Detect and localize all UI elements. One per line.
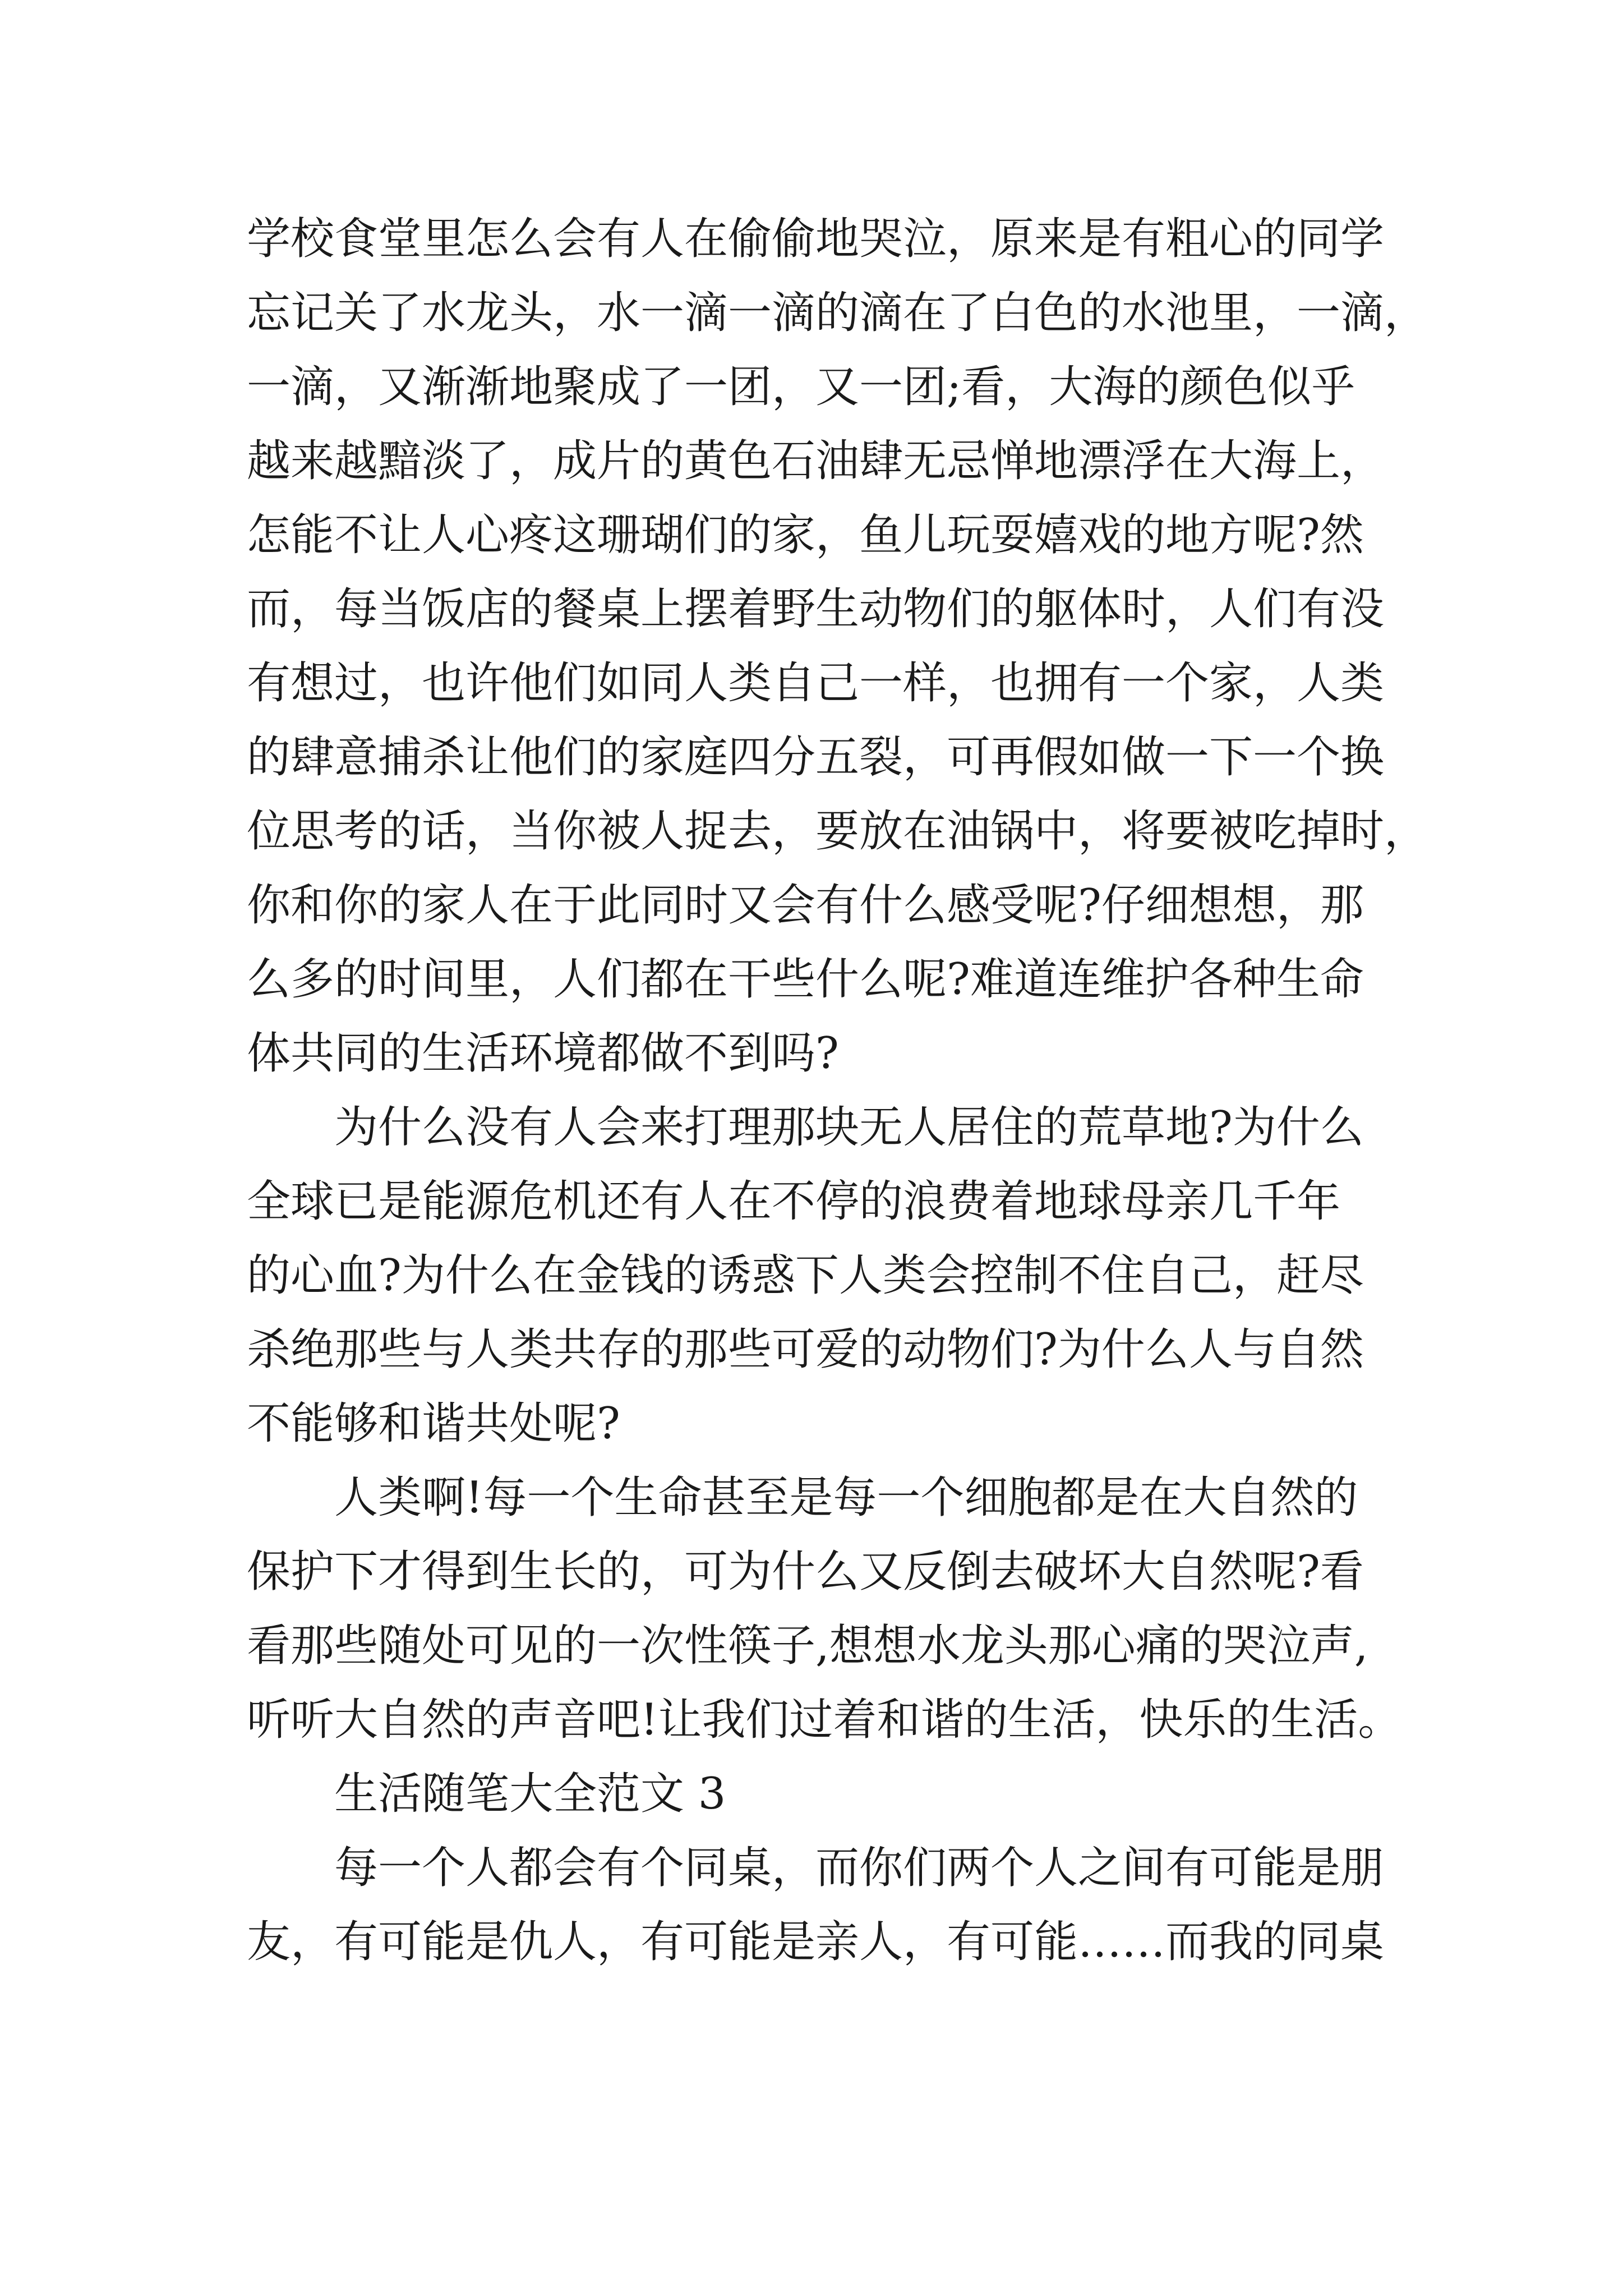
text-line: 杀绝那些与人类共存的那些可爱的动物们?为什么人与自然	[247, 1324, 1364, 1375]
text-line: 怎能不让人心疼这珊瑚们的家，鱼儿玩耍嬉戏的地方呢?然	[247, 510, 1364, 560]
text-line: 学校食堂里怎么会有人在偷偷地哭泣，原来是有粗心的同学	[247, 214, 1385, 264]
text-line: 为什么没有人会来打理那块无人居住的荒草地?为什么	[334, 1102, 1364, 1153]
text-line: 越来越黯淡了，成片的黄色石油肆无忌惮地漂浮在大海上，	[247, 436, 1385, 486]
text-line: 忘记关了水龙头，水一滴一滴的滴在了白色的水池里，一滴，	[247, 288, 1428, 338]
document-body	[247, 202, 1428, 1979]
paragraph-2	[247, 1091, 1382, 1461]
text-line: 听听大自然的声音吧!让我们过着和谐的生活，快乐的生活。	[247, 1695, 1402, 1745]
text-line: 全球已是能源危机还有人在不停的浪费着地球母亲几千年	[247, 1176, 1341, 1227]
text-line: 的心血?为什么在金钱的诱惑下人类会控制不住自己，赶尽	[247, 1250, 1364, 1301]
text-line: 而，每当饭店的餐桌上摆着野生动物们的躯体时，人们有没	[247, 584, 1385, 634]
text-line: 的肆意捕杀让他们的家庭四分五裂，可再假如做一下一个换	[247, 732, 1385, 783]
section-heading	[247, 1757, 1382, 1831]
text-line: 位思考的话，当你被人捉去，要放在油锅中，将要被吃掉时，	[247, 806, 1428, 857]
text-line: 一滴，又渐渐地聚成了一团，又一团;看，大海的颜色似乎	[247, 362, 1355, 412]
text-line: 不能够和谐共处呢?	[247, 1398, 620, 1449]
paragraph-3	[247, 1461, 1402, 1757]
paragraph-4	[247, 1831, 1385, 1979]
paragraph-1	[247, 202, 1428, 1091]
text-line: 每一个人都会有个同桌，而你们两个人之间有可能是朋	[334, 1843, 1385, 1893]
text-line: 体共同的生活环境都做不到吗?	[247, 1028, 839, 1079]
text-line: 保护下才得到生长的，可为什么又反倒去破坏大自然呢?看	[247, 1547, 1364, 1597]
heading-text: 生活随笔大全范文 3	[334, 1769, 726, 1819]
text-line: 友，有可能是仇人，有可能是亲人，有可能……而我的同桌	[247, 1917, 1385, 1967]
text-line: 有想过，也许他们如同人类自己一样，也拥有一个家，人类	[247, 658, 1385, 708]
text-line: 么多的时间里，人们都在干些什么呢?难道连维护各种生命	[247, 954, 1364, 1005]
text-line: 看那些随处可见的一次性筷子,想想水龙头那心痛的哭泣声,	[247, 1621, 1368, 1671]
text-line: 人类啊!每一个生命甚至是每一个细胞都是在大自然的	[334, 1473, 1358, 1523]
text-line: 你和你的家人在于此同时又会有什么感受呢?仔细想想，那	[247, 880, 1364, 931]
